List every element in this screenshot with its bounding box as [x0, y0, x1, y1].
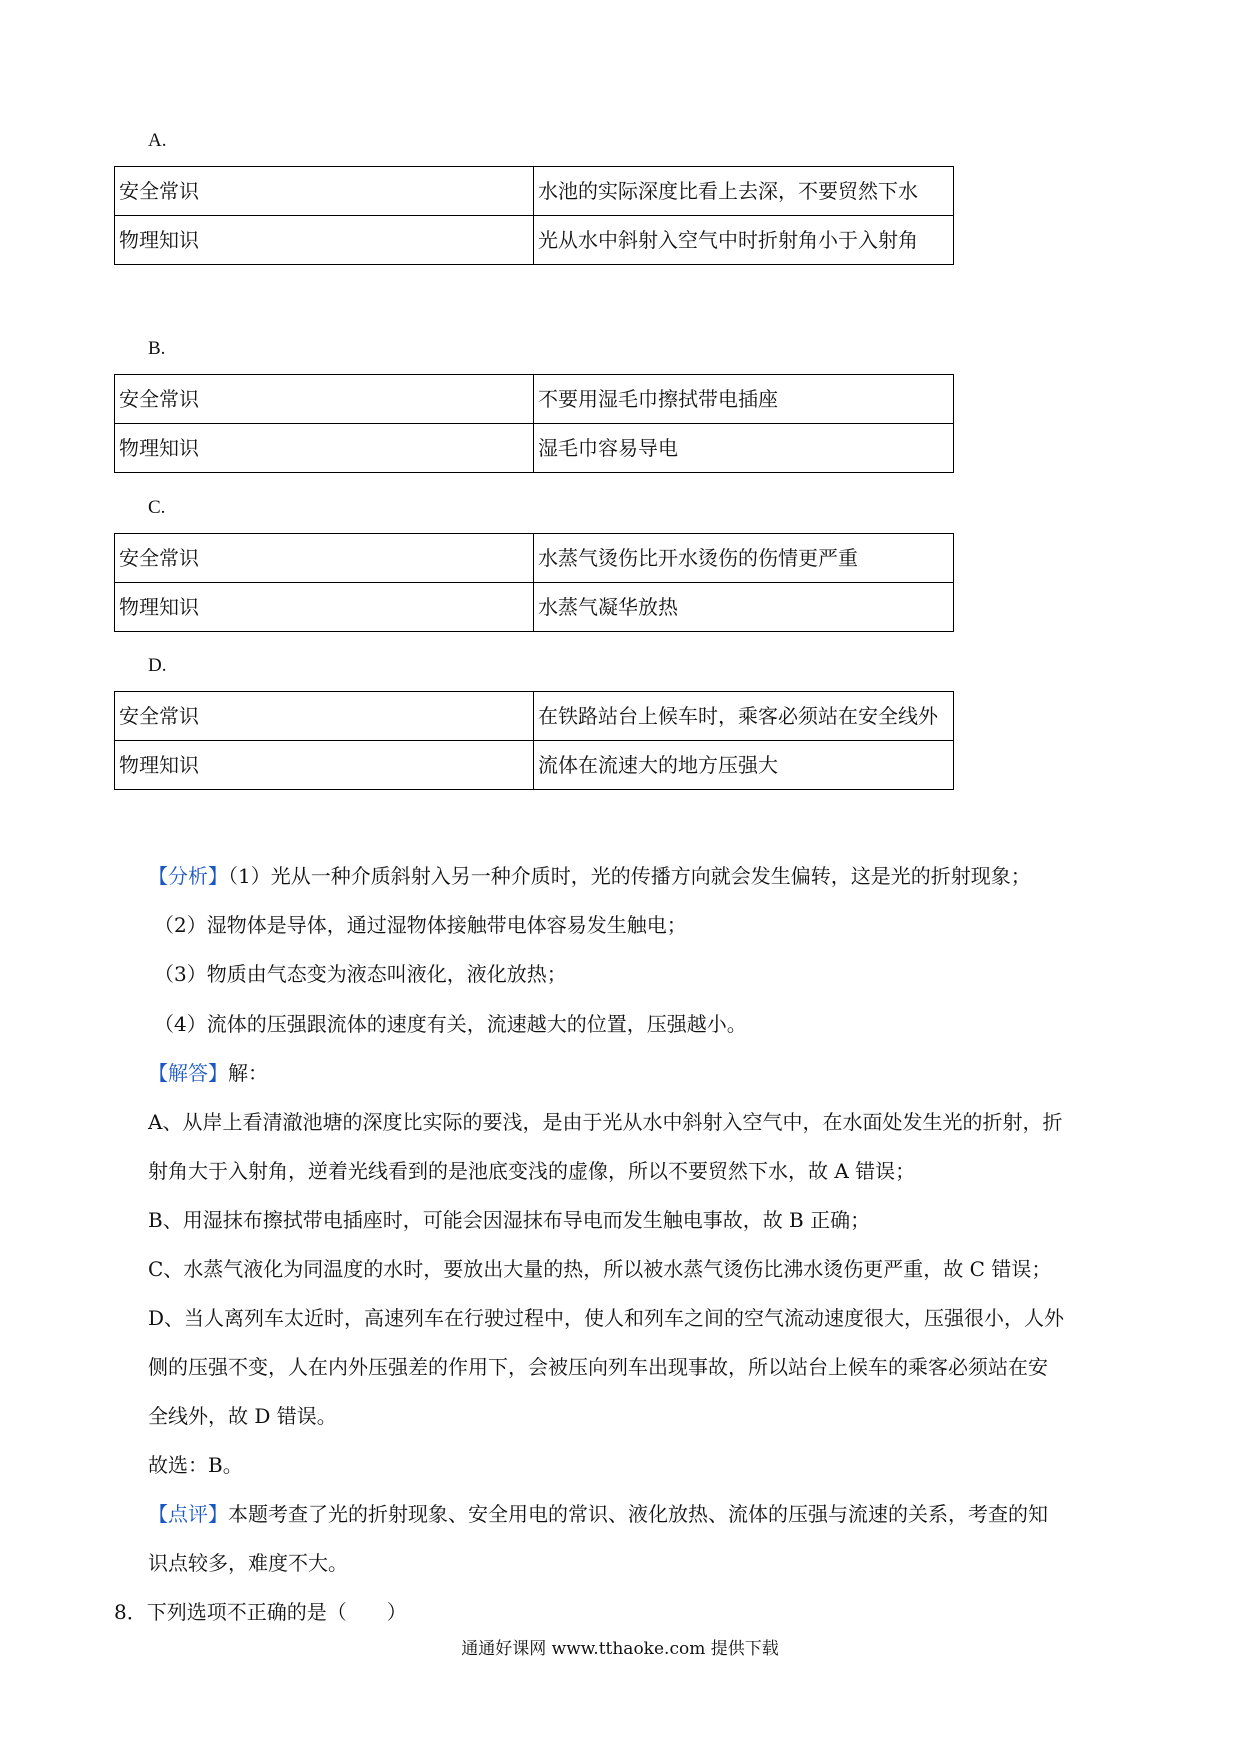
table-cell: 湿毛巾容易导电: [534, 424, 954, 473]
answer-tag: 【解答】: [148, 1061, 228, 1085]
option-c-table: [114, 533, 954, 632]
answer-line: 侧的压强不变，人在内外压强差的作用下，会被压向列车出现事故，所以站台上候车的乘客必须站在安: [148, 1355, 1048, 1379]
table-cell: 安全常识: [115, 375, 534, 424]
option-label-c: C.: [148, 497, 166, 518]
table-cell: 光从水中斜射入空气中时折射角小于入射角: [534, 216, 954, 265]
table-cell: 安全常识: [115, 167, 534, 216]
answer-line: D、当人离列车太近时，高速列车在行驶过程中，使人和列车之间的空气流动速度很大，压强很小，人外: [148, 1306, 1065, 1330]
option-d-table: [114, 691, 954, 790]
answer-line: 全线外，故 D 错误。: [148, 1404, 337, 1428]
table-cell: 流体在流速大的地方压强大: [534, 741, 954, 790]
comment-tag: 【点评】: [148, 1502, 228, 1526]
analysis-line-1: [148, 860, 1031, 889]
answer-line: A、从岸上看清澈池塘的深度比实际的要浅，是由于光从水中斜射入空气中，在水面处发生光的折射，折: [148, 1110, 1063, 1134]
table-cell: 安全常识: [115, 534, 534, 583]
table-cell: 不要用湿毛巾擦拭带电插座: [534, 375, 954, 424]
comment-text: 本题考查了光的折射现象、安全用电的常识、液化放热、流体的压强与流速的关系，考查的知: [228, 1502, 1048, 1526]
answer-line: 射角大于入射角，逆着光线看到的是池底变浅的虚像，所以不要贸然下水，故 A 错误；: [148, 1159, 916, 1183]
table-cell: 安全常识: [115, 692, 534, 741]
table-cell: 水蒸气凝华放热: [534, 583, 954, 632]
answer-heading: [148, 1057, 268, 1086]
comment-line-1: [148, 1498, 1048, 1527]
answer-line: C、水蒸气液化为同温度的水时，要放出大量的热，所以被水蒸气烫伤比沸水烫伤更严重，故 C 错误；: [148, 1257, 1052, 1281]
option-label-d: D.: [148, 655, 167, 676]
table-cell: 物理知识: [115, 216, 534, 265]
table-cell: 物理知识: [115, 424, 534, 473]
analysis-line-3: （3）物质由气态变为液态叫液化，液化放热；: [154, 962, 567, 986]
option-label-b: B.: [148, 338, 166, 359]
analysis-line-4: （4）流体的压强跟流体的速度有关，流速越大的位置，压强越小。: [154, 1012, 747, 1036]
analysis-tag: 【分析】: [148, 864, 228, 888]
next-question: 8．下列选项不正确的是（ ）: [114, 1600, 407, 1624]
page-footer: 通通好课网 www.tthaoke.com 提供下载: [461, 1639, 779, 1659]
table-cell: 物理知识: [115, 583, 534, 632]
option-a-table: [114, 166, 954, 265]
analysis-line-2: （2）湿物体是导体，通过湿物体接触带电体容易发生触电；: [154, 913, 687, 937]
answer-intro: 解：: [228, 1061, 268, 1085]
comment-line-2: 识点较多，难度不大。: [148, 1551, 348, 1575]
option-b-table: [114, 374, 954, 473]
answer-line: B、用湿抹布擦拭带电插座时，可能会因湿抹布导电而发生触电事故，故 B 正确；: [148, 1208, 871, 1232]
table-cell: 水池的实际深度比看上去深，不要贸然下水: [534, 167, 954, 216]
table-cell: 在铁路站台上候车时，乘客必须站在安全线外: [534, 692, 954, 741]
option-label-a: A.: [148, 130, 167, 151]
analysis-text: （1）光从一种介质斜射入另一种介质时，光的传播方向就会发生偏转，这是光的折射现象；: [228, 864, 1031, 888]
table-cell: 水蒸气烫伤比开水烫伤的伤情更严重: [534, 534, 954, 583]
answer-choice: 故选：B。: [148, 1453, 243, 1477]
table-cell: 物理知识: [115, 741, 534, 790]
